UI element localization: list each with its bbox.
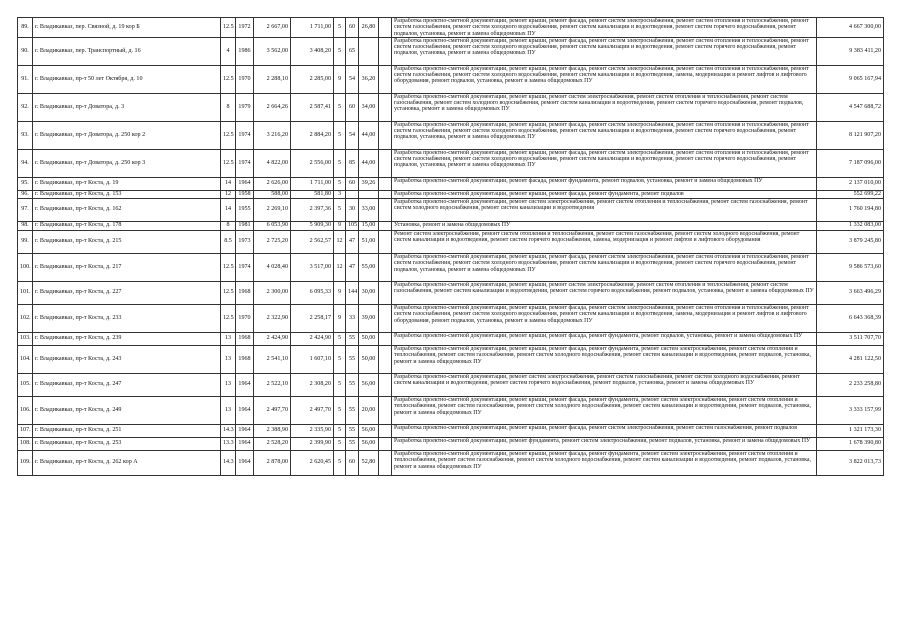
works-cell: Установка, ремонт и замена общедомовых ПУ (392, 221, 817, 230)
cost-cell: 9 383 411,20 (817, 37, 884, 65)
cost-cell: 3 879 245,80 (817, 230, 884, 253)
total-area-cell: 3 562,00 (254, 37, 291, 65)
year-cell: 1973 (236, 230, 254, 253)
year-cell: 1970 (236, 65, 254, 93)
residents-cell: 85 (346, 149, 359, 177)
cost-cell: 2 233 258,80 (817, 373, 884, 396)
total-area-cell: 2 497,70 (254, 396, 291, 424)
blank-cell (379, 37, 392, 65)
total-area-cell: 6 053,90 (254, 221, 291, 230)
address-cell: г. Владикавказ, пр-т Коста, д. 162 (33, 198, 221, 221)
value-cell: 56,00 (359, 373, 379, 396)
row-number: 105. (18, 373, 33, 396)
value-cell: 51,00 (359, 230, 379, 253)
works-cell: Разработка проектно-сметной документации, ремонт крыши, ремонт фасада, ремонт фундамента, ремонт систем электроснабжения, ремонт систем отопления и теплоснабжения, ремонт систем газоснабжения, ремонт систем холодного водоснабжения, ремонт систем канализации и водоотведения, ремонт подвалов, установка, ремонт и замена общедомовых ПУ (392, 396, 817, 424)
row-number: 93. (18, 121, 33, 149)
total-area-cell: 2 300,00 (254, 281, 291, 304)
blank-cell (379, 190, 392, 198)
works-cell: Разработка проектно-сметной документации, ремонт крыши, ремонт систем электроснабжения, ремонт систем отопления и теплоснабжения, ремонт систем газоснабжения, ремонт систем канализации и водоотведения, ремонт систем горячего водоснабжения, ремонт подвалов, установка, ремонт и замена общедомовых ПУ (392, 281, 817, 304)
blank-cell (379, 281, 392, 304)
living-area-cell: 2 397,36 (291, 198, 334, 221)
works-cell: Разработка проектно-сметной документации, ремонт крыши, ремонт фасада, ремонт систем электроснабжения, ремонт систем отопления и теплоснабжения, ремонт систем газоснабжения, ремонт систем холодного водоснабжения, ремонт систем канализации и водоотведения, ремонт систем горячего водоснабжения, ремонт подвалов, установка, ремонт и замена общедомовых ПУ (392, 149, 817, 177)
works-cell: Разработка проектно-сметной документации, ремонт фундамента, ремонт систем электроснабжения, ремонт подвалов, установка, ремонт и замена общедомовых ПУ (392, 437, 817, 450)
address-cell: г. Владикавказ, пр-т Коста, д. 215 (33, 230, 221, 253)
value-cell: 55,00 (359, 253, 379, 281)
year-cell: 1972 (236, 18, 254, 38)
value-cell (359, 190, 379, 198)
table-row (18, 221, 884, 230)
table-row (18, 253, 884, 281)
row-number: 94. (18, 149, 33, 177)
table-row (18, 304, 884, 332)
series-cell: 12.5 (221, 65, 236, 93)
blank-cell (379, 93, 392, 121)
floors-cell: 9 (334, 221, 346, 230)
series-cell: 12 (221, 190, 236, 198)
floors-cell: 5 (334, 198, 346, 221)
series-cell: 13 (221, 332, 236, 345)
floors-cell: 5 (334, 345, 346, 373)
table-body (18, 18, 884, 476)
works-cell: Разработка проектно-сметной документации, ремонт крыши, ремонт фасада, ремонт систем электроснабжения, ремонт систем отопления и теплоснабжения, ремонт систем газоснабжения, ремонт систем холодного водоснабжения, ремонт систем канализации и водоотведения, ремонт систем горячего водоснабжения, ремонт подвалов, установка, ремонт и замена общедомовых ПУ (392, 121, 817, 149)
table-row (18, 93, 884, 121)
floors-cell: 12 (334, 253, 346, 281)
cost-cell: 3 822 013,73 (817, 450, 884, 475)
blank-cell (379, 332, 392, 345)
blank-cell (379, 121, 392, 149)
row-number: 107. (18, 424, 33, 437)
series-cell: 13 (221, 396, 236, 424)
works-cell: Разработка проектно-сметной документации, ремонт крыши, ремонт фасада, ремонт систем электроснабжения, ремонт систем газоснабжения, ремонт подвалов (392, 424, 817, 437)
floors-cell: 5 (334, 93, 346, 121)
table-row (18, 424, 884, 437)
living-area-cell: 2 258,17 (291, 304, 334, 332)
works-cell: Разработка проектно-сметной документации, ремонт крыши, ремонт фасада, ремонт фундамента, ремонт подвалов, установка, ремонт и замена общедомовых ПУ (392, 332, 817, 345)
row-number: 91. (18, 65, 33, 93)
residents-cell: 33 (346, 304, 359, 332)
living-area-cell: 5 909,30 (291, 221, 334, 230)
table-row (18, 121, 884, 149)
cost-cell: 4 667 300,00 (817, 18, 884, 38)
address-cell: г. Владикавказ, пр-т Коста, д. 251 (33, 424, 221, 437)
year-cell: 1970 (236, 304, 254, 332)
address-cell: г. Владикавказ, пер. Связной, д. 19 кор Б (33, 18, 221, 38)
blank-cell (379, 253, 392, 281)
row-number: 92. (18, 93, 33, 121)
total-area-cell: 2 522,10 (254, 373, 291, 396)
residents-cell: 60 (346, 93, 359, 121)
year-cell: 1964 (236, 450, 254, 475)
series-cell: 14.3 (221, 450, 236, 475)
year-cell: 1981 (236, 221, 254, 230)
total-area-cell: 2 725,20 (254, 230, 291, 253)
cost-cell: 4 281 122,50 (817, 345, 884, 373)
living-area-cell: 2 399,90 (291, 437, 334, 450)
living-area-cell: 2 587,41 (291, 93, 334, 121)
series-cell: 14 (221, 198, 236, 221)
address-cell: г. Владикавказ, пр-т Коста, д. 178 (33, 221, 221, 230)
address-cell: г. Владикавказ, пр-т Коста, д. 239 (33, 332, 221, 345)
living-area-cell: 1 607,10 (291, 345, 334, 373)
floors-cell: 5 (334, 149, 346, 177)
works-cell: Разработка проектно-сметной документации, ремонт систем электроснабжения, ремонт систем отопления и теплоснабжения, ремонт систем газоснабжения, ремонт систем холодного водоснабжения, ремонт систем канализации и водоотведения (392, 198, 817, 221)
total-area-cell: 4 028,40 (254, 253, 291, 281)
cost-cell: 1 760 194,80 (817, 198, 884, 221)
table-row (18, 281, 884, 304)
row-number: 96. (18, 190, 33, 198)
table-row (18, 345, 884, 373)
residents-cell: 54 (346, 121, 359, 149)
floors-cell: 5 (334, 424, 346, 437)
series-cell: 12.5 (221, 304, 236, 332)
year-cell: 1974 (236, 121, 254, 149)
document-sheet (17, 17, 883, 476)
address-cell: г. Владикавказ, пр-т Доватора, д. 250 кор 2 (33, 121, 221, 149)
address-cell: г. Владикавказ, пр-т Доватора, д. 250 кор 3 (33, 149, 221, 177)
living-area-cell: 6 095,33 (291, 281, 334, 304)
value-cell: 26,80 (359, 18, 379, 38)
floors-cell: 3 (334, 190, 346, 198)
row-number: 97. (18, 198, 33, 221)
cost-cell: 7 187 096,00 (817, 149, 884, 177)
blank-cell (379, 221, 392, 230)
total-area-cell: 2 528,20 (254, 437, 291, 450)
series-cell: 14 (221, 177, 236, 190)
table-row (18, 373, 884, 396)
address-cell: г. Владикавказ, пр-т Доватора, д. 3 (33, 93, 221, 121)
floors-cell: 12 (334, 230, 346, 253)
value-cell: 20,00 (359, 396, 379, 424)
cost-cell: 6 643 368,39 (817, 304, 884, 332)
works-cell: Разработка проектно-сметной документации, ремонт крыши, ремонт фасада, ремонт фундамента, ремонт систем электроснабжения, ремонт систем отопления и теплоснабжения, ремонт систем газоснабжения, ремонт систем холодного водоснабжения, ремонт систем канализации и водоотведения, ремонт подвалов, установка, ремонт и замена общедомовых ПУ (392, 450, 817, 475)
value-cell: 50,00 (359, 345, 379, 373)
total-area-cell: 2 664,26 (254, 93, 291, 121)
living-area-cell: 1 711,00 (291, 18, 334, 38)
cost-cell: 552 699,22 (817, 190, 884, 198)
total-area-cell: 2 269,10 (254, 198, 291, 221)
total-area-cell: 2 541,10 (254, 345, 291, 373)
cost-cell: 3 663 496,29 (817, 281, 884, 304)
address-cell: г. Владикавказ, пр-т Коста, д. 262 кор А (33, 450, 221, 475)
floors-cell: 5 (334, 332, 346, 345)
table-row (18, 198, 884, 221)
cost-cell: 4 547 688,72 (817, 93, 884, 121)
year-cell: 1968 (236, 332, 254, 345)
works-cell: Разработка проектно-сметной документации, ремонт крыши, ремонт фасада, ремонт фундамента, ремонт систем электроснабжения, ремонт систем отопления и теплоснабжения, ремонт систем газоснабжения, ремонт систем холодного водоснабжения, ремонт систем канализации и водоотведения, ремонт подвалов, установка, ремонт и замена общедомовых ПУ (392, 345, 817, 373)
floors-cell: 5 (334, 396, 346, 424)
total-area-cell: 2 288,10 (254, 65, 291, 93)
value-cell: 44,00 (359, 149, 379, 177)
series-cell: 4 (221, 37, 236, 65)
table-row (18, 396, 884, 424)
residents-cell: 55 (346, 332, 359, 345)
address-cell: г. Владикавказ, пр-т Коста, д. 217 (33, 253, 221, 281)
year-cell: 1986 (236, 37, 254, 65)
table-row (18, 332, 884, 345)
residents-cell: 55 (346, 437, 359, 450)
residents-cell: 54 (346, 65, 359, 93)
table-row (18, 437, 884, 450)
total-area-cell: 4 822,00 (254, 149, 291, 177)
total-area-cell: 588,00 (254, 190, 291, 198)
series-cell: 13.3 (221, 437, 236, 450)
works-cell: Разработка проектно-сметной документации, ремонт крыши, ремонт фасада, ремонт систем электроснабжения, ремонт систем отопления и теплоснабжения, ремонт систем газоснабжения, ремонт систем холодного водоснабжения, ремонт систем канализации и водоотведения, ремонт систем горячего водоснабжения, ремонт подвалов, установка, ремонт и замена общедомовых ПУ (392, 37, 817, 65)
year-cell: 1964 (236, 424, 254, 437)
residents-cell: 60 (346, 18, 359, 38)
table-row (18, 149, 884, 177)
residents-cell: 47 (346, 230, 359, 253)
residents-cell: 60 (346, 177, 359, 190)
cost-cell: 1 332 083,00 (817, 221, 884, 230)
total-area-cell: 2 667,00 (254, 18, 291, 38)
blank-cell (379, 437, 392, 450)
table-row (18, 65, 884, 93)
blank-cell (379, 149, 392, 177)
row-number: 98. (18, 221, 33, 230)
blank-cell (379, 177, 392, 190)
value-cell: 36,20 (359, 65, 379, 93)
blank-cell (379, 198, 392, 221)
residents-cell: 65 (346, 37, 359, 65)
value-cell: 56,00 (359, 424, 379, 437)
total-area-cell: 3 216,20 (254, 121, 291, 149)
year-cell: 1964 (236, 373, 254, 396)
address-cell: г. Владикавказ, пр-т Коста, д. 249 (33, 396, 221, 424)
table-row (18, 450, 884, 475)
value-cell: 34,00 (359, 93, 379, 121)
year-cell: 1974 (236, 149, 254, 177)
value-cell: 33,00 (359, 198, 379, 221)
living-area-cell: 1 711,00 (291, 177, 334, 190)
series-cell: 8 (221, 221, 236, 230)
living-area-cell: 581,80 (291, 190, 334, 198)
blank-cell (379, 230, 392, 253)
floors-cell: 9 (334, 65, 346, 93)
series-cell: 12.5 (221, 149, 236, 177)
cost-cell: 3 511 707,70 (817, 332, 884, 345)
total-area-cell: 2 322,90 (254, 304, 291, 332)
total-area-cell: 2 388,90 (254, 424, 291, 437)
row-number: 101. (18, 281, 33, 304)
year-cell: 1979 (236, 93, 254, 121)
capital-repair-table (17, 17, 884, 476)
floors-cell: 5 (334, 450, 346, 475)
series-cell: 13 (221, 373, 236, 396)
value-cell: 30,00 (359, 281, 379, 304)
blank-cell (379, 373, 392, 396)
year-cell: 1968 (236, 345, 254, 373)
value-cell: 52,80 (359, 450, 379, 475)
living-area-cell: 2 884,20 (291, 121, 334, 149)
blank-cell (379, 424, 392, 437)
living-area-cell: 2 424,90 (291, 332, 334, 345)
blank-cell (379, 18, 392, 38)
floors-cell: 9 (334, 281, 346, 304)
address-cell: г. Владикавказ, пер. Транспортный, д. 16 (33, 37, 221, 65)
table-row (18, 37, 884, 65)
works-cell: Разработка проектно-сметной документации, ремонт фасада, ремонт фундамента, ремонт подвалов, установка, ремонт и замена общедомовых ПУ (392, 177, 817, 190)
floors-cell: 5 (334, 177, 346, 190)
address-cell: г. Владикавказ, пр-т Коста, д. 153 (33, 190, 221, 198)
blank-cell (379, 450, 392, 475)
cost-cell: 9 586 573,60 (817, 253, 884, 281)
floors-cell: 5 (334, 373, 346, 396)
row-number: 95. (18, 177, 33, 190)
series-cell: 12.5 (221, 121, 236, 149)
residents-cell: 60 (346, 450, 359, 475)
cost-cell: 8 121 907,20 (817, 121, 884, 149)
residents-cell: 55 (346, 345, 359, 373)
row-number: 108. (18, 437, 33, 450)
cost-cell: 1 321 173,30 (817, 424, 884, 437)
living-area-cell: 2 335,90 (291, 424, 334, 437)
address-cell: г. Владикавказ, пр-т Коста, д. 19 (33, 177, 221, 190)
year-cell: 1955 (236, 198, 254, 221)
floors-cell: 5 (334, 121, 346, 149)
value-cell: 50,00 (359, 332, 379, 345)
living-area-cell: 3 517,00 (291, 253, 334, 281)
floors-cell: 5 (334, 37, 346, 65)
table-row (18, 18, 884, 38)
living-area-cell: 3 408,20 (291, 37, 334, 65)
living-area-cell: 2 308,20 (291, 373, 334, 396)
year-cell: 1958 (236, 190, 254, 198)
residents-cell: 47 (346, 253, 359, 281)
address-cell: г. Владикавказ, пр-т Коста, д. 253 (33, 437, 221, 450)
series-cell: 13 (221, 345, 236, 373)
cost-cell: 1 678 390,80 (817, 437, 884, 450)
series-cell: 8.5 (221, 230, 236, 253)
value-cell: 56,00 (359, 437, 379, 450)
residents-cell: 30 (346, 198, 359, 221)
row-number: 90. (18, 37, 33, 65)
blank-cell (379, 396, 392, 424)
total-area-cell: 2 878,00 (254, 450, 291, 475)
value-cell (359, 37, 379, 65)
year-cell: 1964 (236, 396, 254, 424)
series-cell: 8 (221, 93, 236, 121)
cost-cell: 2 137 010,00 (817, 177, 884, 190)
year-cell: 1964 (236, 177, 254, 190)
year-cell: 1968 (236, 281, 254, 304)
living-area-cell: 2 620,45 (291, 450, 334, 475)
living-area-cell: 2 497,70 (291, 396, 334, 424)
address-cell: г. Владикавказ, пр-т Коста, д. 243 (33, 345, 221, 373)
floors-cell: 5 (334, 437, 346, 450)
cost-cell: 3 333 157,99 (817, 396, 884, 424)
works-cell: Разработка проектно-сметной документации, ремонт крыши, ремонт фасада, ремонт фундамента, ремонт подвалов (392, 190, 817, 198)
year-cell: 1964 (236, 437, 254, 450)
works-cell: Разработка проектно-сметной документации, ремонт крыши, ремонт фасада, ремонт систем электроснабжения, ремонт систем отопления и теплоснабжения, ремонт систем газоснабжения, ремонт систем холодного водоснабжения, ремонт систем канализации и водоотведения, ремонт систем горячего водоснабжения, ремонт подвалов, установка, ремонт и замена общедомовых ПУ (392, 18, 817, 38)
residents-cell: 55 (346, 373, 359, 396)
total-area-cell: 2 626,00 (254, 177, 291, 190)
value-cell: 44,00 (359, 121, 379, 149)
living-area-cell: 2 562,57 (291, 230, 334, 253)
row-number: 100. (18, 253, 33, 281)
series-cell: 12.5 (221, 253, 236, 281)
works-cell: Разработка проектно-сметной документации, ремонт крыши, ремонт фасада, ремонт систем электроснабжения, ремонт систем отопления и теплоснабжения, ремонт систем газоснабжения, ремонт систем холодного водоснабжения, ремонт систем канализации и водоотведения, замена, модернизация и ремонт лифтов и лифтового оборудования, ремонт подвалов, установка, ремонт и замена общедомовых ПУ (392, 65, 817, 93)
works-cell: Разработка проектно-сметной документации, ремонт крыши, ремонт фасада, ремонт систем электроснабжения, ремонт систем отопления и теплоснабжения, ремонт систем газоснабжения, ремонт систем холодного водоснабжения, ремонт систем канализации и водоотведения, замена, модернизация и ремонт лифтов и лифтового оборудования, ремонт подвалов, установка, ремонт и замена общедомовых ПУ (392, 304, 817, 332)
works-cell: Ремонт систем электроснабжения, ремонт систем отопления и теплоснабжения, ремонт систем газоснабжения, ремонт систем холодного водоснабжения, ремонт систем канализации и водоотведения, ремонт систем горячего водоснабжения, замена, модернизация и ремонт лифтов и лифтового оборудования (392, 230, 817, 253)
row-number: 104. (18, 345, 33, 373)
series-cell: 12.5 (221, 18, 236, 38)
address-cell: г. Владикавказ, пр-т Коста, д. 233 (33, 304, 221, 332)
value-cell: 15,00 (359, 221, 379, 230)
blank-cell (379, 65, 392, 93)
table-row (18, 230, 884, 253)
residents-cell: 55 (346, 424, 359, 437)
value-cell: 39,26 (359, 177, 379, 190)
year-cell: 1974 (236, 253, 254, 281)
series-cell: 12.5 (221, 281, 236, 304)
residents-cell: 55 (346, 396, 359, 424)
series-cell: 14.3 (221, 424, 236, 437)
floors-cell: 5 (334, 18, 346, 38)
row-number: 102. (18, 304, 33, 332)
works-cell: Разработка проектно-сметной документации, ремонт систем электроснабжения, ремонт систем газоснабжения, ремонт систем холодного водоснабжения, ремонт систем канализации и водоотведения, ремонт систем горячего водоснабжения, ремонт подвалов, установка, ремонт и замена общедомовых ПУ (392, 373, 817, 396)
row-number: 103. (18, 332, 33, 345)
living-area-cell: 2 285,00 (291, 65, 334, 93)
table-row (18, 190, 884, 198)
row-number: 89. (18, 18, 33, 38)
blank-cell (379, 345, 392, 373)
residents-cell: 144 (346, 281, 359, 304)
address-cell: г. Владикавказ, пр-т 50 лет Октября, д. 10 (33, 65, 221, 93)
address-cell: г. Владикавказ, пр-т Коста, д. 227 (33, 281, 221, 304)
value-cell: 39,00 (359, 304, 379, 332)
works-cell: Разработка проектно-сметной документации, ремонт крыши, ремонт систем электроснабжения, ремонт систем отопления и теплоснабжения, ремонт систем газоснабжения, ремонт систем холодного водоснабжения, ремонт систем канализации и водоотведения, ремонт систем горячего водоснабжения, ремонт подвалов, установка, ремонт и замена общедомовых ПУ (392, 93, 817, 121)
row-number: 106. (18, 396, 33, 424)
works-cell: Разработка проектно-сметной документации, ремонт крыши, ремонт фасада, ремонт систем электроснабжения, ремонт систем отопления и теплоснабжения, ремонт систем газоснабжения, ремонт систем холодного водоснабжения, ремонт систем канализации и водоотведения, ремонт систем горячего водоснабжения, ремонт подвалов, установка, ремонт и замена общедомовых ПУ (392, 253, 817, 281)
residents-cell (346, 190, 359, 198)
row-number: 109. (18, 450, 33, 475)
residents-cell: 105 (346, 221, 359, 230)
row-number: 99. (18, 230, 33, 253)
living-area-cell: 2 556,00 (291, 149, 334, 177)
cost-cell: 9 065 167,94 (817, 65, 884, 93)
address-cell: г. Владикавказ, пр-т Коста, д. 247 (33, 373, 221, 396)
floors-cell: 9 (334, 304, 346, 332)
table-row (18, 177, 884, 190)
blank-cell (379, 304, 392, 332)
total-area-cell: 2 424,90 (254, 332, 291, 345)
